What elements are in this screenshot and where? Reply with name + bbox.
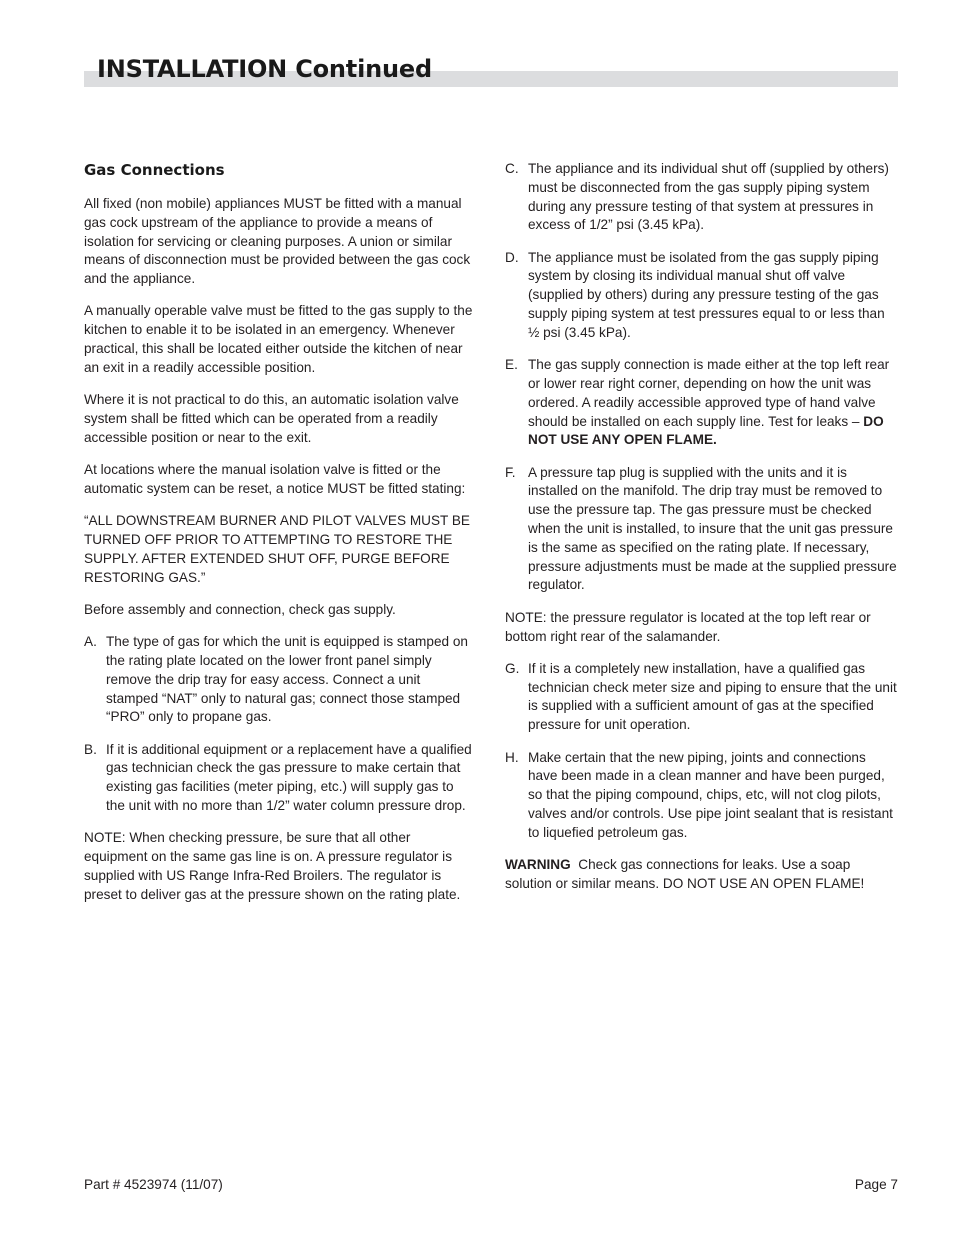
open-flame-warning: DO NOT USE ANY OPEN FLAME. xyxy=(528,413,884,448)
paragraph: A manually operable valve must be fitted to the gas supply to the kitchen to enable it to be isolated in an emergency. Whenever practical, this shall be located either outside the kitchen of near an exit in a readily accessible position. xyxy=(84,303,473,375)
list-item xyxy=(84,633,476,727)
notice-text: “ALL DOWNSTREAM BURNER AND PILOT VALVES MUST BE TURNED OFF PRIOR TO ATTEMPTING TO RESTORE THE SUPPLY. AFTER EXTENDED SHUT OFF, PURGE BEFORE RESTORING GAS.” xyxy=(84,513,470,585)
list-item xyxy=(505,356,898,450)
warning-text: Check gas connections for leaks. Use a soap solution or similar means. DO NOT USE AN OPEN FLAME! xyxy=(505,857,865,891)
list-item xyxy=(505,160,898,235)
list-item-text: The appliance and its individual shut off (supplied by others) must be disconnected from the gas supply piping system during any pressure testing of that system at pressures in excess of 1/2” psi (3.45 kPa). xyxy=(528,161,889,233)
list-item-letter: F. xyxy=(505,464,516,480)
list-item xyxy=(505,464,898,596)
paragraph: Before assembly and connection, check gas supply. xyxy=(84,601,396,617)
list-item xyxy=(505,749,898,843)
section-title: Gas Connections xyxy=(84,161,225,179)
list-item xyxy=(505,249,898,343)
part-number: Part # 4523974 (11/07) xyxy=(84,1177,223,1192)
list-item-letter: D. xyxy=(505,249,519,265)
warning-paragraph xyxy=(505,856,898,894)
page-number: Page 7 xyxy=(854,1177,898,1192)
paragraph: At locations where the manual isolation valve is fitted or the automatic system can be reset, a notice MUST be fitted stating: xyxy=(84,462,466,496)
list-item-letter: E. xyxy=(505,357,518,373)
list-item xyxy=(84,741,476,816)
list-item-text: The type of gas for which the unit is equipped is stamped on the rating plate located on the lower front panel simply remove the drip tray for easy access. Connect a unit stamped “NAT” only to natural gas; connect those stamped “PRO” only to propane gas. xyxy=(106,634,468,725)
list-item-text xyxy=(528,356,898,450)
list-item-text: Make certain that the new piping, joints and connections have been made in a clean manner and have been purged, so that the piping compound, chips, etc, will not clog pilots, valves and/or controls. Use pipe joint sealant that is resistant to liquefied petroleum gas. xyxy=(528,749,893,840)
page-title: INSTALLATION Continued xyxy=(97,55,432,83)
paragraph: All fixed (non mobile) appliances MUST be fitted with a manual gas cock upstream of the appliance to provide a means of isolation for servicing or cleaning purposes. A union or similar means of disconnection must be provided between the gas cock and the appliance. xyxy=(84,196,471,287)
left-column xyxy=(84,160,476,918)
note-text: NOTE: When checking pressure, be sure that all other equipment on the same gas line is on. A pressure regulator is supplied with US Range Infra-Red Broilers. The regulator is preset to deliver gas at the pressure shown on the rating plate. xyxy=(84,830,461,902)
list-item-text: If it is additional equipment or a replacement have a qualified gas technician check the gas pressure to make certain that existing gas facilities (meter piping, etc.) will supply gas to the unit with no more than 1/2” water column pressure drop. xyxy=(106,741,472,814)
warning-label: WARNING xyxy=(505,857,571,872)
list-item-letter: H. xyxy=(505,749,519,765)
right-column xyxy=(505,160,898,907)
list-item xyxy=(505,660,898,735)
list-item-text: A pressure tap plug is supplied with the units and it is installed on the manifold. The drip tray must be removed to use the pressure tap. The gas pressure must be checked when the unit is installed, to insure that the unit gas pressure is the same as specified on the rating plate. If necessary, pressure adjustments must be made at the supplied pressure regulator. xyxy=(528,464,897,593)
list-item-letter: A. xyxy=(84,634,97,650)
list-item-letter: C. xyxy=(505,161,519,176)
list-item-text: If it is a completely new installation, have a qualified gas technician check meter size and piping to ensure that the unit is supplied with a sufficient amount of gas at the specified pressure for unit operation. xyxy=(528,660,897,733)
list-item-letter: B. xyxy=(84,741,97,757)
list-item-text-body: The gas supply connection is made either at the top left rear or lower rear right corner, depending on how the unit was ordered. A readily accessible approved type of hand valve should be installed on each supply line. Test for leaks – xyxy=(528,357,890,429)
note-text: NOTE: the pressure regulator is located at the top left rear or bottom right rear of the salamander. xyxy=(505,609,871,644)
paragraph: Where it is not practical to do this, an automatic isolation valve system shall be fitted which can be operated from a readily accessible position or near to the exit. xyxy=(84,392,459,445)
list-item-letter: G. xyxy=(505,660,520,676)
list-item-text: The appliance must be isolated from the gas supply piping system by closing its individual manual shut off valve (supplied by others) during any pressure testing of the gas supply piping system at test pressures equal to or less than ½ psi (3.45 kPa). xyxy=(528,249,885,340)
